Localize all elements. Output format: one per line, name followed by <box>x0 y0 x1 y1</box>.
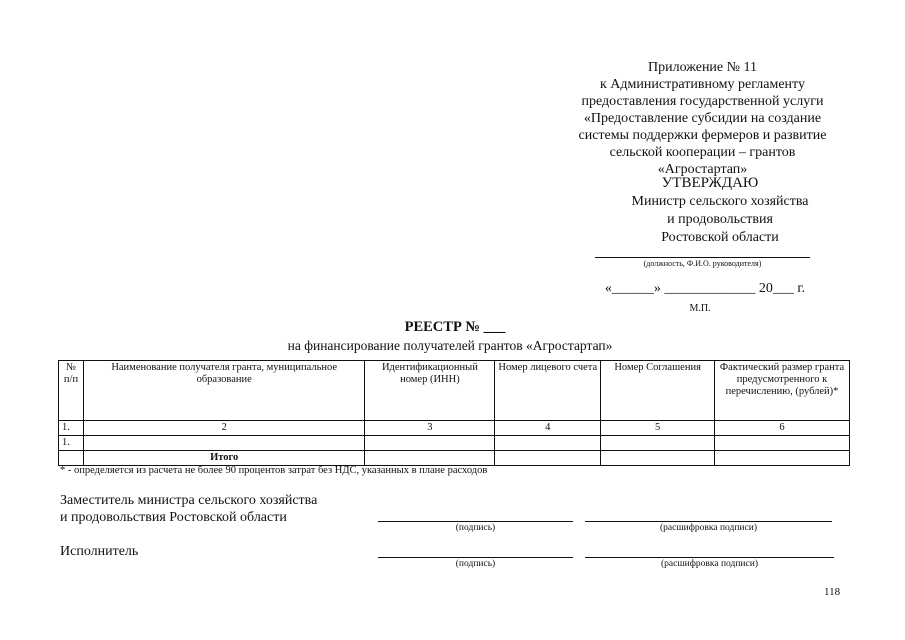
appendix-line: «Предоставление субсидии на создание <box>583 111 822 126</box>
executor-signature-line <box>378 557 573 558</box>
table-cell <box>59 451 84 466</box>
approve-line: и продовольствия <box>667 212 773 227</box>
registry-title: РЕЕСТР № ___ <box>404 319 506 335</box>
approve-date-line: «______» _____________ 20___ г. <box>604 281 806 296</box>
table-total-label: Итого <box>83 451 364 466</box>
table-cell <box>601 451 715 466</box>
table-row-number: 1. <box>59 436 84 451</box>
table-cell <box>365 436 495 451</box>
approve-signature-line <box>595 257 810 258</box>
approve-title: УТВЕРЖДАЮ <box>661 175 759 191</box>
table-number-cell: 3 <box>365 421 495 436</box>
appendix-line: системы поддержки фермеров и развитие <box>578 128 827 143</box>
appendix-line: Приложение № 11 <box>648 60 757 75</box>
table-row <box>59 436 850 451</box>
table-cell <box>365 451 495 466</box>
table-header-cell: Фактический размер гранта предусмотренного к перечислению, (рублей)* <box>715 361 850 421</box>
table-total-row <box>59 451 850 466</box>
appendix-line: к Административному регламенту <box>600 77 805 92</box>
executor-decode-caption: (расшифровка подписи) <box>661 559 758 569</box>
table-header-cell: № п/п <box>59 361 84 421</box>
table-header-cell: Наименование получателя гранта, муниципальное образование <box>83 361 364 421</box>
registry-subtitle: на финансирование получателей грантов «Агростартап» <box>287 338 613 353</box>
table-cell <box>495 436 601 451</box>
table-number-row <box>59 421 850 436</box>
table-cell <box>83 436 364 451</box>
table-number-cell: 5 <box>601 421 715 436</box>
appendix-line: сельской кооперации – грантов <box>609 145 796 160</box>
table-number-cell: 2 <box>83 421 364 436</box>
table-cell <box>715 436 850 451</box>
approve-signature-caption: (должность, Ф.И.О. руководителя) <box>643 259 762 268</box>
deputy-decode-caption: (расшифровка подписи) <box>660 523 757 533</box>
table-header-cell: Идентификационный номер (ИНН) <box>365 361 495 421</box>
seal-label: М.П. <box>689 303 711 314</box>
approve-line: Ростовской области <box>661 230 779 245</box>
appendix-line: «Агростартап» <box>657 162 748 177</box>
table-header-row <box>59 361 850 421</box>
executor-label: Исполнитель <box>60 544 139 559</box>
deputy-sign-caption: (подпись) <box>455 523 496 533</box>
appendix-line: предоставления государственной услуги <box>581 94 824 109</box>
registry-table <box>58 360 850 466</box>
deputy-line-2: и продовольствия Ростовской области <box>60 510 287 525</box>
page-number: 118 <box>824 586 841 598</box>
table-header-cell: Номер лицевого счета <box>495 361 601 421</box>
table-number-cell: 6 <box>715 421 850 436</box>
deputy-line-1: Заместитель министра сельского хозяйства <box>60 493 318 508</box>
table-header-cell: Номер Соглашения <box>601 361 715 421</box>
approve-line: Министр сельского хозяйства <box>631 194 809 209</box>
deputy-decode-line <box>585 521 832 522</box>
deputy-signature-line <box>378 521 573 522</box>
approve-block <box>590 193 850 247</box>
table-cell <box>495 451 601 466</box>
executor-sign-caption: (подпись) <box>455 559 496 569</box>
footnote: * - определяется из расчета не более 90 процентов затрат без НДС, указанных в плане расходов <box>60 465 488 476</box>
table-number-cell: 4 <box>495 421 601 436</box>
appendix-block <box>565 59 840 178</box>
table-number-cell: 1. <box>59 421 84 436</box>
executor-decode-line <box>585 557 834 558</box>
table-cell <box>715 451 850 466</box>
table-cell <box>601 436 715 451</box>
